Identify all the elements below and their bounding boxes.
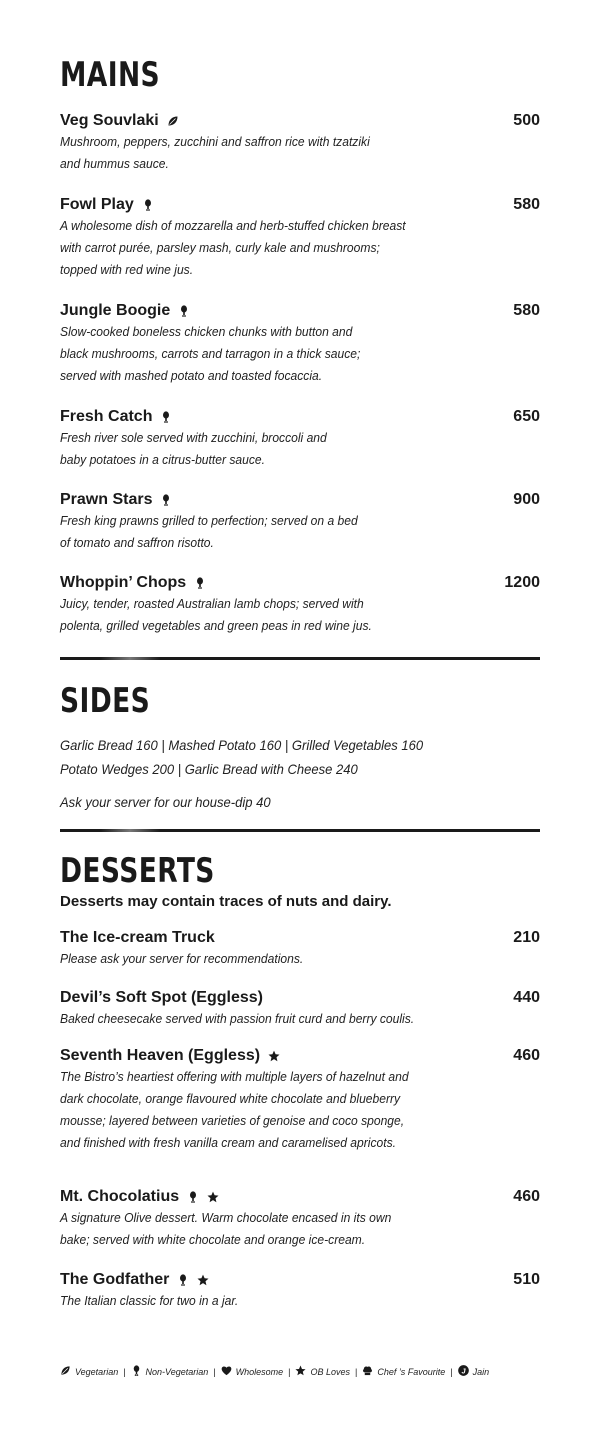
drumstick-icon: [142, 199, 154, 211]
description-line: Fresh king prawns grilled to perfection; served on a bed: [60, 513, 358, 528]
legend-label: Vegetarian: [75, 1366, 119, 1377]
description-line: Baked cheesecake served with passion fruit curd and berry coulis.: [60, 1011, 415, 1026]
item-name-text: Seventh Heaven (Eggless): [60, 1047, 261, 1064]
item-description: [60, 215, 460, 281]
legend-entry: [221, 1365, 284, 1378]
legend-entry: [295, 1365, 350, 1378]
item-name: [60, 195, 154, 215]
description-line: polenta, grilled vegetables and green peas in red wine jus.: [60, 618, 372, 633]
item-description: [60, 321, 460, 387]
leaf-icon: [60, 1365, 75, 1378]
item-name-text: Devil’s Soft Spot (Eggless): [60, 989, 263, 1006]
description-line: The Italian classic for two in a jar.: [60, 1293, 239, 1308]
item-price: 650: [513, 408, 540, 425]
item-name: [60, 111, 179, 131]
description-line: dark chocolate, orange flavoured white chocolate and blueberry: [60, 1091, 401, 1106]
menu-item: [60, 111, 540, 175]
star-icon: [197, 1274, 209, 1286]
item-name: [60, 1270, 209, 1290]
item-description: [60, 510, 460, 554]
menu-item: [60, 1187, 540, 1251]
menu-item: [60, 1270, 540, 1312]
leaf-icon: [167, 115, 179, 127]
description-line: The Bistro’s heartiest offering with multiple layers of hazelnut and: [60, 1069, 409, 1084]
legend-label: Chef ’s Favourite: [377, 1366, 446, 1377]
star-icon: [268, 1050, 280, 1062]
legend-separator: |: [213, 1366, 216, 1377]
description-line: A wholesome dish of mozzarella and herb-stuffed chicken breast: [60, 218, 406, 233]
menu-item: [60, 573, 540, 637]
item-name-text: The Godfather: [60, 1271, 170, 1288]
item-description: [60, 1207, 460, 1251]
legend-entry: [362, 1365, 445, 1378]
drumstick-icon: [131, 1365, 146, 1378]
item-price: 460: [513, 1188, 540, 1205]
item-price: 510: [513, 1271, 540, 1288]
heart-icon: [221, 1365, 236, 1378]
description-line: with carrot purée, parsley mash, curly kale and mushrooms;: [60, 240, 380, 255]
legend-separator: |: [450, 1366, 453, 1377]
item-price: 580: [513, 302, 540, 319]
item-name: [60, 1046, 280, 1066]
item-price: 900: [513, 491, 540, 508]
drumstick-icon: [160, 494, 172, 506]
drumstick-icon: [160, 411, 172, 423]
item-price: 500: [513, 112, 540, 129]
legend-label: Jain: [472, 1366, 490, 1377]
sides-title: SIDES: [60, 681, 151, 721]
star-icon: [207, 1191, 219, 1203]
legend-separator: |: [123, 1366, 126, 1377]
item-name-text: Veg Souvlaki: [60, 112, 159, 129]
legend-separator: |: [355, 1366, 358, 1377]
item-name: [60, 573, 206, 593]
item-name-text: Fowl Play: [60, 196, 134, 213]
chef-hat-icon: [362, 1365, 377, 1378]
item-name-text: The Ice-cream Truck: [60, 929, 215, 946]
star-icon: [295, 1365, 310, 1378]
drumstick-icon: [178, 305, 190, 317]
item-description: [60, 1290, 460, 1312]
item-name-text: Prawn Stars: [60, 491, 153, 508]
legend-entry: [458, 1365, 490, 1378]
sides-note: Ask your server for our house-dip 40: [60, 794, 271, 810]
menu-item: [60, 490, 540, 554]
legend-label: Wholesome: [235, 1366, 284, 1377]
description-line: Please ask your server for recommendations.: [60, 951, 304, 966]
menu-item: [60, 928, 540, 970]
item-name-text: Whoppin’ Chops: [60, 574, 187, 591]
item-price: 460: [513, 1047, 540, 1064]
item-name: [60, 1187, 219, 1207]
jain-icon: [458, 1365, 473, 1378]
menu-item: [60, 1046, 540, 1154]
item-price: 580: [513, 196, 540, 213]
item-price: 210: [513, 929, 540, 946]
menu-item: [60, 988, 540, 1030]
description-line: topped with red wine jus.: [60, 262, 194, 277]
legend-separator: |: [288, 1366, 291, 1377]
legend-label: OB Loves: [310, 1366, 351, 1377]
item-name-text: Fresh Catch: [60, 408, 153, 425]
item-name-text: Mt. Chocolatius: [60, 1188, 180, 1205]
desserts-title: DESSERTS: [60, 851, 215, 891]
item-description: [60, 427, 460, 471]
menu-item: [60, 407, 540, 471]
description-line: and hummus sauce.: [60, 156, 169, 171]
description-line: and finished with fresh vanilla cream and caramelised apricots.: [60, 1135, 397, 1150]
item-description: [60, 1066, 460, 1154]
description-line: bake; served with white chocolate and orange ice-cream.: [60, 1232, 366, 1247]
description-line: Fresh river sole served with zucchini, broccoli and: [60, 430, 327, 445]
sides-line-1: Garlic Bread 160 | Mashed Potato 160 | Grilled Vegetables 160: [60, 737, 424, 753]
description-line: Mushroom, peppers, zucchini and saffron rice with tzatziki: [60, 134, 370, 149]
item-name: [60, 301, 190, 321]
item-description: [60, 1008, 460, 1030]
dietary-legend: [60, 1365, 550, 1378]
item-description: [60, 131, 460, 175]
description-line: A signature Olive dessert. Warm chocolate encased in its own: [60, 1210, 392, 1225]
description-line: Slow-cooked boneless chicken chunks with button and: [60, 324, 353, 339]
legend-label: Non-Vegetarian: [145, 1366, 209, 1377]
description-line: black mushrooms, carrots and tarragon in a thick sauce;: [60, 346, 361, 361]
drumstick-icon: [177, 1274, 189, 1286]
item-price: 440: [513, 989, 540, 1006]
drumstick-icon: [187, 1191, 199, 1203]
item-description: [60, 948, 460, 970]
item-name: [60, 407, 172, 427]
svg-text:J: J: [461, 1366, 466, 1376]
mains-divider: [60, 657, 540, 660]
legend-entry: [131, 1365, 209, 1378]
description-line: mousse; layered between varieties of genoise and coco sponge,: [60, 1113, 405, 1128]
menu-item: [60, 301, 540, 387]
mains-title: MAINS: [60, 55, 161, 95]
description-line: baby potatoes in a citrus-butter sauce.: [60, 452, 265, 467]
item-name: [60, 490, 172, 510]
menu-item: [60, 195, 540, 281]
sides-divider: [60, 829, 540, 832]
legend-entry: [60, 1365, 118, 1378]
item-name: [60, 928, 215, 948]
item-name: [60, 988, 263, 1008]
description-line: served with mashed potato and toasted focaccia.: [60, 368, 323, 383]
desserts-note: Desserts may contain traces of nuts and dairy.: [60, 893, 392, 910]
item-name-text: Jungle Boogie: [60, 302, 171, 319]
item-description: [60, 593, 460, 637]
item-price: 1200: [504, 574, 540, 591]
sides-line-2: Potato Wedges 200 | Garlic Bread with Cheese 240: [60, 761, 358, 777]
drumstick-icon: [194, 577, 206, 589]
description-line: of tomato and saffron risotto.: [60, 535, 214, 550]
description-line: Juicy, tender, roasted Australian lamb chops; served with: [60, 596, 364, 611]
